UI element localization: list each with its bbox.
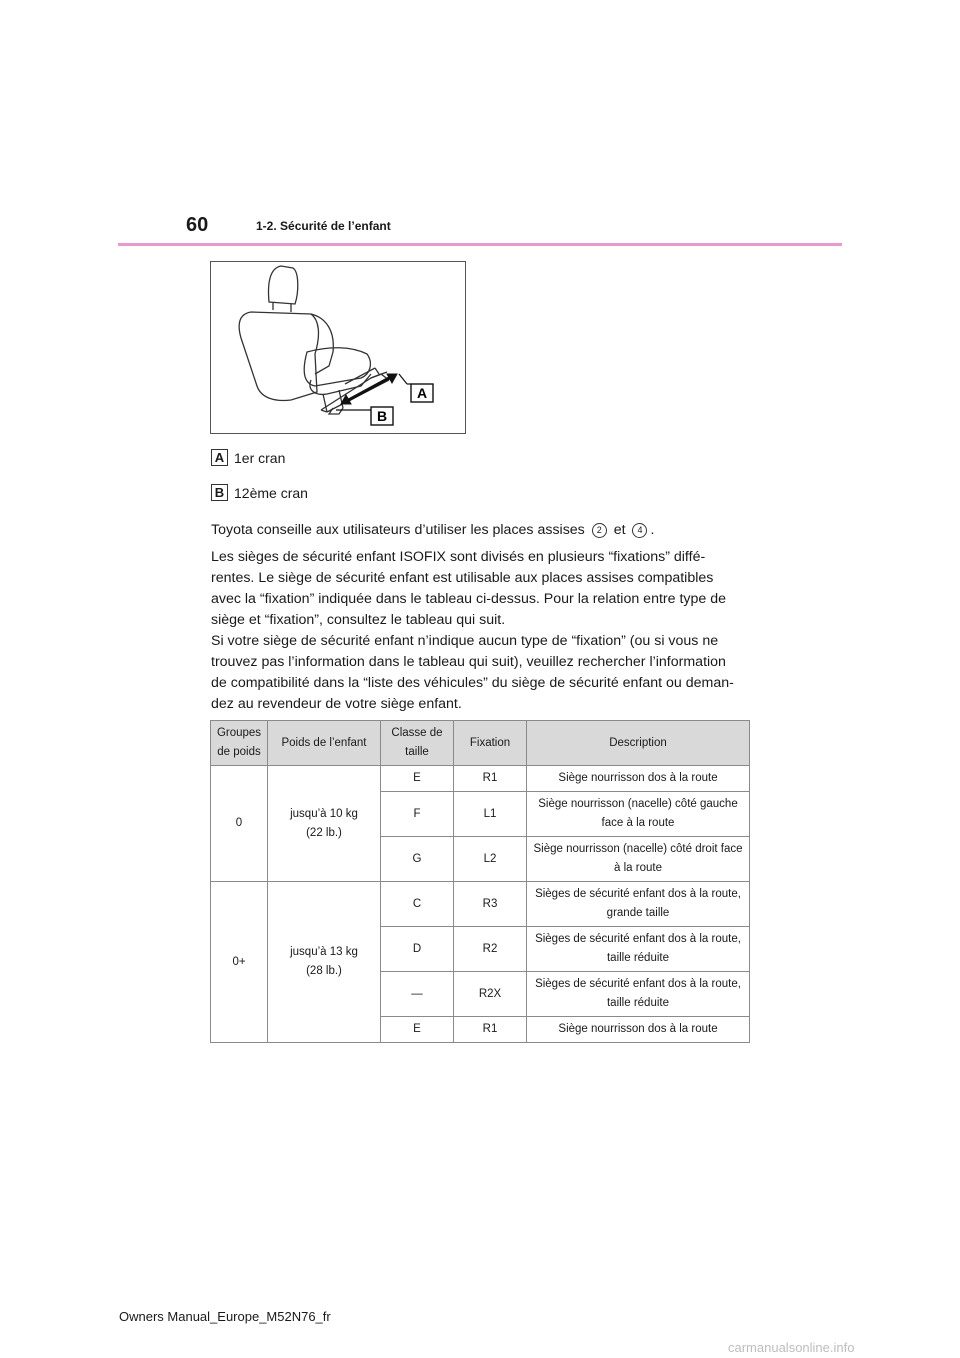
weight-kg: jusqu’à 10 kg — [290, 807, 358, 820]
header-size-class: Classe de taille — [381, 721, 454, 766]
cell-fixation: R1 — [454, 766, 527, 792]
legend-text-b: 12ème cran — [234, 484, 308, 501]
weight-kg: jusqu’à 13 kg — [290, 946, 358, 958]
header-weight-group: Groupes de poids — [211, 721, 268, 766]
seat-number-2: 2 — [592, 523, 607, 538]
table-row — [211, 766, 750, 792]
cell-description: Siège nourrisson dos à la route — [527, 1017, 750, 1043]
header-child-weight: Poids de l’enfant — [268, 721, 381, 766]
recommendation-conjunction: et — [613, 522, 626, 538]
cell-size: — — [381, 972, 454, 1017]
legend-letter-a: A — [211, 449, 228, 466]
cell-fixation: R2X — [454, 972, 527, 1017]
weight-lb: (22 lb.) — [306, 826, 342, 839]
cell-size: F — [381, 792, 454, 837]
seat-number-4: 4 — [632, 523, 647, 538]
paragraph-line: rentes. Le siège de sécurité enfant est utilisable aux places assises compatibles — [211, 570, 714, 586]
cell-group: 0+ — [211, 882, 268, 1043]
recommendation-end: . — [650, 522, 655, 538]
cell-fixation: L1 — [454, 792, 527, 837]
legend-item-b — [211, 484, 308, 501]
figure-label-a: A — [416, 385, 428, 401]
page-number: 60 — [186, 214, 209, 236]
cell-weight — [268, 766, 381, 882]
cell-description: Sièges de sécurité enfant dos à la route, taille réduite — [527, 972, 750, 1017]
table-header-row — [211, 721, 750, 766]
cell-fixation: R1 — [454, 1017, 527, 1043]
paragraph-line: dez au revendeur de votre siège enfant. — [211, 696, 462, 712]
seat-illustration — [210, 261, 466, 434]
cell-weight — [268, 882, 381, 1043]
isofix-fixation-table — [210, 720, 750, 1043]
cell-description: Siège nourrisson (nacelle) côté droit face à la route — [527, 837, 750, 882]
paragraph-line: siège et “fixation”, consultez le tableau qui suit. — [211, 612, 506, 628]
seat-drawing — [211, 262, 465, 433]
cell-size: E — [381, 1017, 454, 1043]
paragraph-line: Les sièges de sécurité enfant ISOFIX sont divisés en plusieurs “fixations” diffé- — [211, 549, 706, 565]
section-title: 1-2. Sécurité de l’enfant — [256, 219, 391, 233]
legend-letter-b: B — [211, 484, 228, 501]
cell-description: Siège nourrisson dos à la route — [527, 766, 750, 792]
header-fixation: Fixation — [454, 721, 527, 766]
cell-fixation: R2 — [454, 927, 527, 972]
legend-text-a: 1er cran — [234, 449, 286, 466]
paragraph-line: de compatibilité dans la “liste des véhicules” du siège de sécurité enfant ou deman- — [211, 675, 734, 691]
cell-description: Sièges de sécurité enfant dos à la route, taille réduite — [527, 927, 750, 972]
cell-size: D — [381, 927, 454, 972]
recommendation-text: Toyota conseille aux utilisateurs d’utiliser les places assises — [211, 522, 585, 538]
cell-description: Sièges de sécurité enfant dos à la route, grande taille — [527, 882, 750, 927]
paragraph-line: avec la “fixation” indiquée dans le tableau ci-dessus. Pour la relation entre type de — [211, 591, 726, 607]
figure-label-b: B — [376, 408, 388, 424]
weight-lb: (28 lb.) — [306, 965, 342, 977]
cell-size: C — [381, 882, 454, 927]
paragraph-line: trouvez pas l’information dans le tableau qui suit), veuillez rechercher l’information — [211, 654, 726, 670]
watermark: carmanualsonline.info — [728, 1340, 855, 1355]
legend-item-a — [211, 449, 285, 466]
cell-size: E — [381, 766, 454, 792]
cell-size: G — [381, 837, 454, 882]
isofix-explanation-paragraph — [211, 547, 756, 715]
cell-group: 0 — [211, 766, 268, 882]
header-divider — [118, 243, 842, 246]
recommendation-paragraph — [211, 520, 756, 541]
cell-fixation: R3 — [454, 882, 527, 927]
cell-description: Siège nourrisson (nacelle) côté gauche face à la route — [527, 792, 750, 837]
table-row — [211, 882, 750, 927]
paragraph-line: Si votre siège de sécurité enfant n’indique aucun type de “fixation” (ou si vous ne — [211, 633, 719, 649]
footer-manual-id: Owners Manual_Europe_M52N76_fr — [119, 1309, 331, 1324]
header-description: Description — [527, 721, 750, 766]
cell-fixation: L2 — [454, 837, 527, 882]
